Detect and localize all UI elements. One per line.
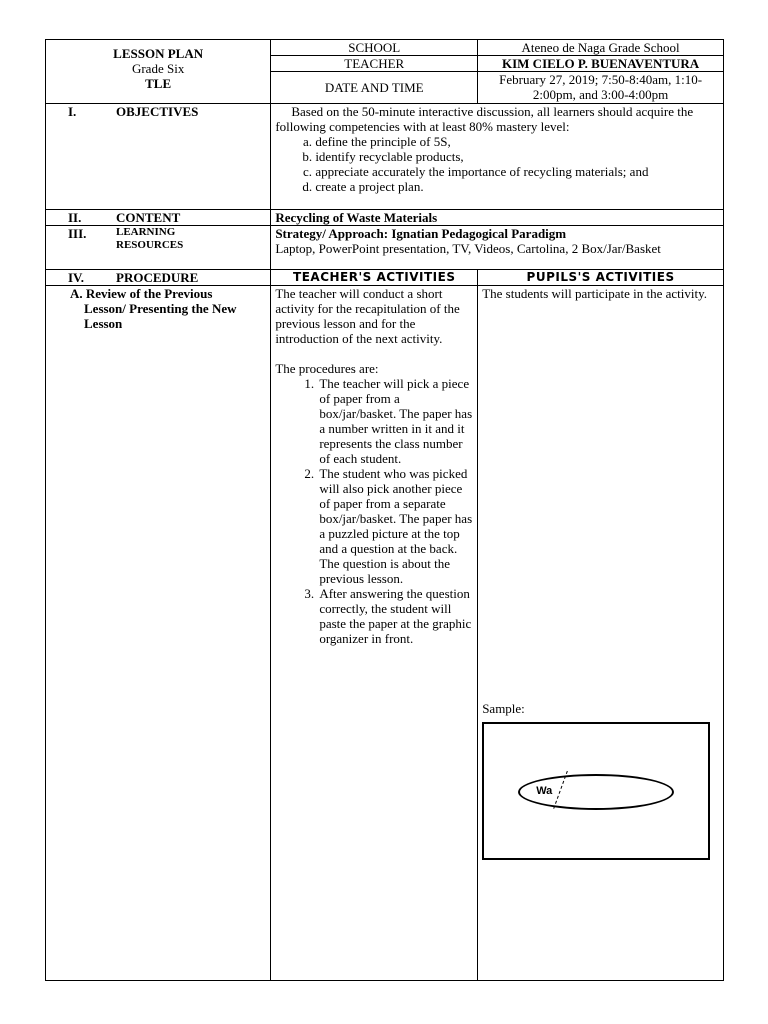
resources-label: LEARNING RESOURCES: [116, 226, 184, 251]
procedure-label-cell: [46, 270, 271, 286]
teacher-activities-heading: TEACHER'S ACTIVITIES: [271, 270, 478, 286]
school-value: Ateneo de Naga Grade School: [478, 40, 724, 56]
content-value: Recycling of Waste Materials: [271, 210, 724, 226]
objectives-label: OBJECTIVES: [116, 104, 199, 119]
content-numeral: II.: [68, 210, 82, 225]
sample-graphic-organizer: [482, 722, 710, 860]
procedure-label: PROCEDURE: [116, 270, 199, 285]
objectives-intro: Based on the 50-minute interactive discussion, all learners should acquire the following competencies with at least 80% mastery level:: [275, 104, 694, 134]
content-label: CONTENT: [116, 210, 181, 225]
objectives-cell: [271, 104, 724, 210]
teacher-value: KIM CIELO P. BUENAVENTURA: [478, 56, 724, 72]
school-label: SCHOOL: [271, 40, 478, 56]
procedure-numeral: IV.: [68, 270, 85, 285]
procedure-step: 3. After answering the question correctly, the student will paste the paper at the graphic organizer in front.: [317, 586, 473, 646]
resources-numeral: III.: [68, 226, 87, 241]
objectives-list: [275, 134, 719, 194]
subject-text: TLE: [145, 76, 172, 91]
teacher-activities-cell: [271, 286, 478, 981]
pupil-text: The students will participate in the activity.: [482, 286, 707, 301]
objective-item: d. create a project plan.: [315, 179, 719, 194]
materials-text: Laptop, PowerPoint presentation, TV, Videos, Cartolina, 2 Box/Jar/Basket: [275, 241, 661, 256]
strategy-text: Strategy/ Approach: Ignatian Pedagogical Paradigm: [275, 226, 567, 241]
review-label: A. Review of the Previous Lesson/ Presenting the New Lesson: [70, 286, 237, 331]
procedure-step: 1. The teacher will pick a piece of paper from a box/jar/basket. The paper has a number written in it and it represents the class number of each student.: [317, 376, 473, 466]
procedure-step: 2. The student who was picked will also pick another piece of paper from a separate box/jar/basket. The paper has a puzzled picture at the top and a question at the back. The question is about the previous lesson.: [317, 466, 473, 586]
objectives-label-cell: [46, 104, 271, 210]
objective-item: c. appreciate accurately the importance of recycling materials; and: [315, 164, 719, 179]
procedure-steps: [275, 376, 473, 646]
teacher-intro: The teacher will conduct a short activity for the recapitulation of the previous lesson and for the introduction of the next activity.: [275, 286, 460, 346]
resources-cell: [271, 226, 724, 270]
objective-item: b. identify recyclable products,: [315, 149, 719, 164]
objective-item: a. define the principle of 5S,: [315, 134, 719, 149]
sample-label: Sample:: [482, 701, 525, 716]
objectives-numeral: I.: [68, 104, 77, 119]
sample-ellipse: [518, 774, 674, 810]
sample-text: Wa: [536, 785, 553, 797]
teacher-label: TEACHER: [271, 56, 478, 72]
pupil-activities-heading: PUPILS'S ACTIVITIES: [478, 270, 724, 286]
grade-text: Grade Six: [131, 61, 185, 76]
datetime-label: DATE AND TIME: [271, 72, 478, 104]
datetime-value: February 27, 2019; 7:50-8:40am, 1:10-2:00pm, and 3:00-4:00pm: [478, 72, 724, 104]
content-label-cell: [46, 210, 271, 226]
review-label-cell: [46, 286, 271, 981]
title-cell: [46, 40, 271, 104]
lesson-plan-table: [45, 39, 724, 981]
procedures-label: The procedures are:: [275, 361, 379, 376]
puzzle-cut-line: [553, 771, 569, 809]
lesson-plan-title: LESSON PLAN: [113, 46, 204, 61]
pupil-activities-cell: [478, 286, 724, 981]
resources-label-cell: [46, 226, 271, 270]
